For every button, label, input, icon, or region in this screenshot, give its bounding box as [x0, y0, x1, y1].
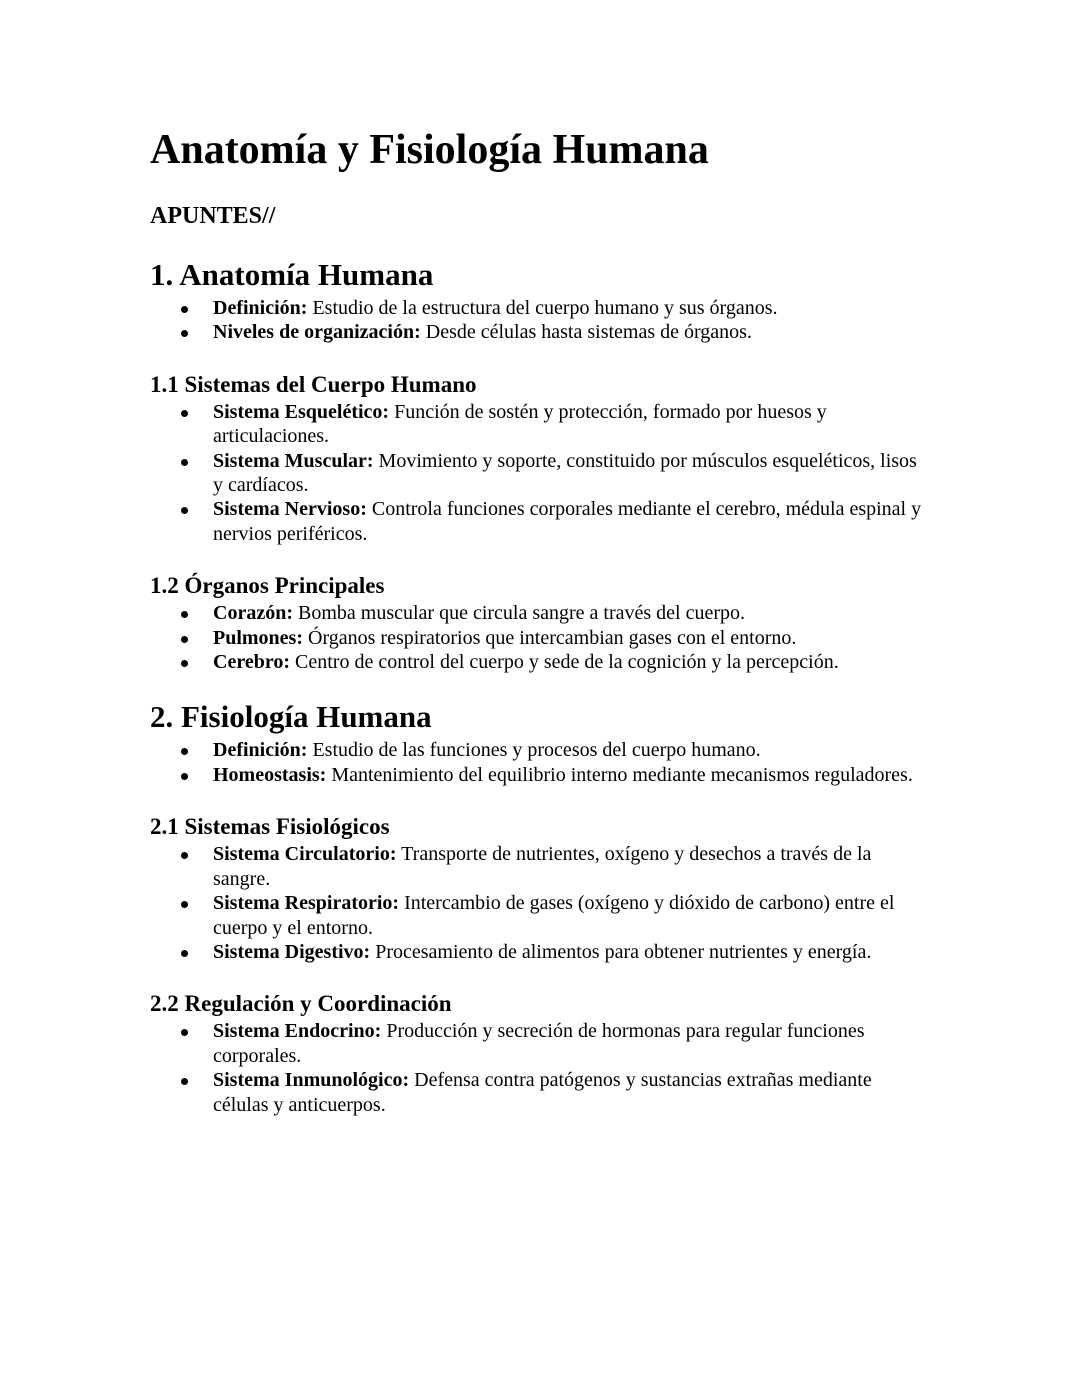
bullet-icon — [181, 611, 188, 618]
item-term: Niveles de organización: — [213, 321, 421, 344]
bullet-icon — [181, 852, 188, 859]
bullet-icon — [181, 1029, 188, 1036]
list-item — [150, 738, 930, 762]
subsection-heading: 1.2 Órganos Principales — [150, 573, 385, 599]
item-text: Producción y secreción de hormonas para regular funciones corporales. — [213, 1020, 865, 1067]
bullet-list — [150, 738, 930, 787]
item-text: Procesamiento de alimentos para obtener nutrientes y energía. — [370, 940, 872, 963]
bullet-icon — [181, 773, 188, 780]
list-item — [150, 650, 930, 674]
item-text: Intercambio de gases (oxígeno y dióxido de carbono) entre el cuerpo y el entorno. — [213, 892, 895, 939]
bullet-list — [150, 400, 930, 546]
list-item — [150, 320, 930, 344]
item-text: Mantenimiento del equilibrio interno mediante mecanismos reguladores. — [326, 763, 913, 786]
list-item — [150, 891, 930, 940]
list-item — [150, 400, 930, 449]
item-term: Sistema Endocrino: — [213, 1020, 382, 1043]
bullet-icon — [181, 950, 188, 957]
item-text: Función de sostén y protección, formado por huesos y articulaciones. — [213, 400, 827, 448]
list-item — [150, 626, 930, 650]
item-text: Controla funciones corporales mediante el cerebro, médula espinal y nervios periféricos. — [213, 498, 922, 545]
document-title: Anatomía y Fisiología Humana — [150, 127, 709, 173]
bullet-icon — [181, 330, 188, 337]
item-term: Sistema Digestivo: — [213, 940, 371, 963]
bullet-list — [150, 1019, 930, 1117]
item-term: Pulmones: — [213, 626, 303, 649]
item-term: Definición: — [213, 739, 308, 762]
subsection-heading: 1.1 Sistemas del Cuerpo Humano — [150, 371, 477, 397]
item-term: Sistema Respiratorio: — [213, 892, 400, 915]
bullet-icon — [181, 459, 188, 466]
bullet-list — [150, 601, 930, 674]
item-term: Sistema Circulatorio: — [213, 843, 397, 866]
list-item — [150, 601, 930, 625]
section-heading: 2. Fisiología Humana — [150, 699, 432, 735]
list-item — [150, 449, 930, 498]
item-term: Sistema Inmunológico: — [213, 1069, 410, 1092]
bullet-icon — [181, 660, 188, 667]
item-term: Definición: — [213, 297, 308, 319]
list-item — [150, 763, 930, 787]
list-item — [150, 1068, 930, 1117]
subsection-heading: 2.1 Sistemas Fisiológicos — [150, 814, 390, 840]
item-text: Estudio de la estructura del cuerpo humano y sus órganos. — [307, 297, 778, 319]
bullet-icon — [181, 410, 188, 417]
item-text: Movimiento y soporte, constituido por músculos esqueléticos, lisos y cardíacos. — [213, 449, 917, 497]
item-text: Bomba muscular que circula sangre a través del cuerpo. — [292, 602, 746, 625]
item-term: Sistema Muscular: — [213, 449, 374, 472]
list-item — [150, 497, 930, 546]
item-text: Defensa contra patógenos y sustancias extrañas mediante células y anticuerpos. — [213, 1069, 872, 1116]
bullet-icon — [181, 507, 188, 514]
item-text: Desde células hasta sistemas de órganos. — [420, 321, 752, 344]
document-page — [150, 122, 930, 1117]
bullet-icon — [181, 901, 188, 908]
bullet-icon — [181, 306, 188, 313]
item-term: Sistema Nervioso: — [213, 498, 367, 521]
subsection-heading: 2.2 Regulación y Coordinación — [150, 991, 452, 1017]
item-text: Centro de control del cuerpo y sede de la cognición y la percepción. — [290, 651, 839, 674]
list-item — [150, 1019, 930, 1068]
item-term: Sistema Esquelético: — [213, 400, 390, 423]
list-item — [150, 842, 930, 891]
section-heading: 1. Anatomía Humana — [150, 257, 434, 292]
item-text: Órganos respiratorios que intercambian gases con el entorno. — [303, 626, 797, 649]
bullet-icon — [181, 748, 188, 755]
bullet-list — [150, 842, 930, 964]
item-text: Transporte de nutrientes, oxígeno y desechos a través de la sangre. — [213, 843, 872, 890]
item-text: Estudio de las funciones y procesos del cuerpo humano. — [307, 739, 761, 762]
item-term: Cerebro: — [213, 651, 291, 674]
bullet-icon — [181, 1078, 188, 1085]
item-term: Homeostasis: — [213, 763, 327, 786]
item-term: Corazón: — [213, 602, 293, 625]
bullet-list — [150, 296, 930, 345]
list-item — [150, 940, 930, 964]
list-item — [150, 296, 930, 320]
document-subtitle: APUNTES// — [150, 203, 276, 229]
bullet-icon — [181, 636, 188, 643]
